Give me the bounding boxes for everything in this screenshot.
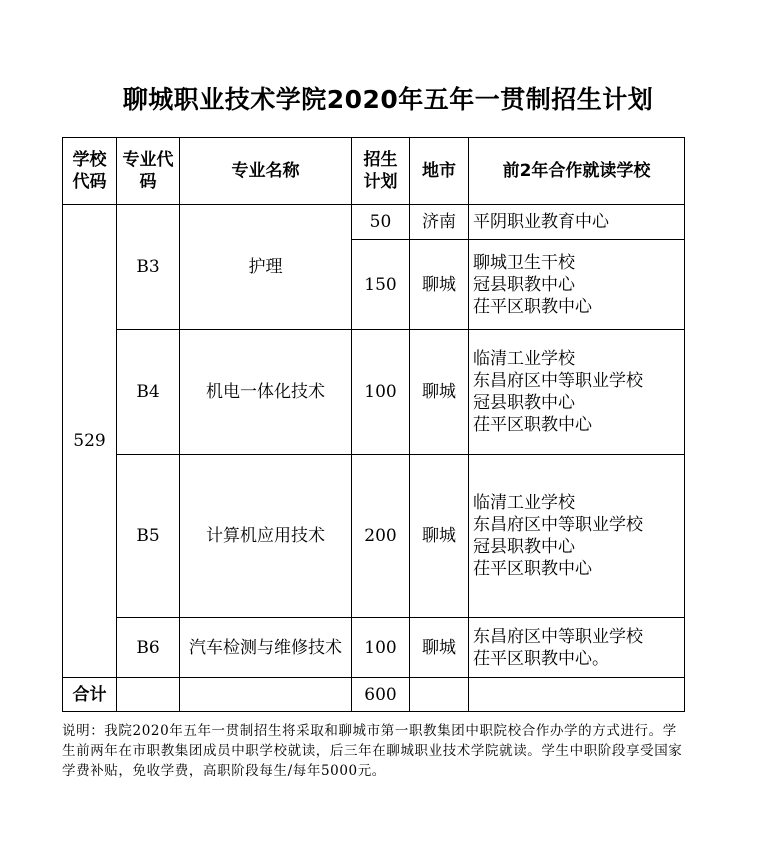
- city-cell: 聊城: [410, 240, 469, 330]
- page-title: 聊城职业技术学院2020年五年一贯制招生计划: [122, 85, 654, 114]
- header-city: 地市: [410, 138, 469, 205]
- partner-cell: 平阴职业教育中心: [469, 205, 685, 240]
- school-code-cell: 529: [63, 205, 117, 678]
- partner-cell: 临清工业学校 东昌府区中等职业学校 冠县职教中心 茌平区职教中心: [469, 330, 685, 455]
- empty-cell: [117, 678, 180, 712]
- table-row: [63, 205, 685, 240]
- plan-cell: 150: [352, 240, 410, 330]
- major-code-cell: B3: [117, 205, 180, 330]
- city-cell: 聊城: [410, 455, 469, 618]
- table-row: [63, 618, 685, 678]
- major-name-cell: 护理: [180, 205, 352, 330]
- city-cell: 聊城: [410, 330, 469, 455]
- table-row: [63, 455, 685, 618]
- major-name-cell: 计算机应用技术: [180, 455, 352, 618]
- major-code-cell: B6: [117, 618, 180, 678]
- major-code-cell: B4: [117, 330, 180, 455]
- plan-cell: 200: [352, 455, 410, 618]
- header-major-code: 专业代 码: [117, 138, 180, 205]
- empty-cell: [180, 678, 352, 712]
- partner-cell: 临清工业学校 东昌府区中等职业学校 冠县职教中心 茌平区职教中心: [469, 455, 685, 618]
- footnote: 说明：我院2020年五年一贯制招生将采取和聊城市第一职教集团中职院校合作办学的方式进行。学生前两年在市职教集团成员中职学校就读，后三年在聊城职业技术学院就读。学生中职阶段享受国家学费补贴，免收学费，高职阶段每生/每年5000元。: [62, 723, 683, 779]
- partner-cell: 聊城卫生干校 冠县职教中心 茌平区职教中心: [469, 240, 685, 330]
- major-name-cell: 机电一体化技术: [180, 330, 352, 455]
- plan-cell: 100: [352, 330, 410, 455]
- major-name-cell: 汽车检测与维修技术: [180, 618, 352, 678]
- header-plan: 招生 计划: [352, 138, 410, 205]
- header-school-code: 学校 代码: [63, 138, 117, 205]
- empty-cell: [469, 678, 685, 712]
- header-partner-school: 前2年合作就读学校: [469, 138, 685, 205]
- header-major-name: 专业名称: [180, 138, 352, 205]
- plan-cell: 50: [352, 205, 410, 240]
- plan-cell: 100: [352, 618, 410, 678]
- table-row: [63, 330, 685, 455]
- city-cell: 聊城: [410, 618, 469, 678]
- empty-cell: [410, 678, 469, 712]
- city-cell: 济南: [410, 205, 469, 240]
- total-plan-cell: 600: [352, 678, 410, 712]
- partner-cell: 东昌府区中等职业学校 茌平区职教中心。: [469, 618, 685, 678]
- total-row: [63, 678, 685, 712]
- major-code-cell: B5: [117, 455, 180, 618]
- header-row: [63, 138, 685, 205]
- total-label: 合计: [63, 678, 117, 712]
- enrollment-table: [62, 137, 685, 712]
